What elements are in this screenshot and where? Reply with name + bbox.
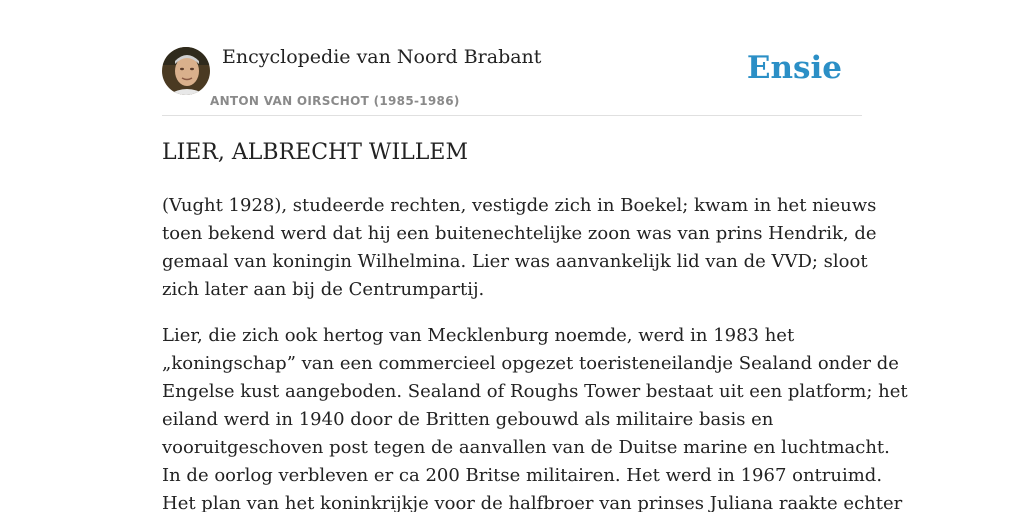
entry-body: [162, 192, 908, 512]
entry-title: LIER, ALBRECHT WILLEM: [162, 140, 468, 165]
text-line: toen bekend werd dat hij een buitenechtelijke zoon was van prins Hendrik, de: [162, 223, 877, 244]
text-line: In de oorlog verbleven er ca 200 Britse militairen. Het werd in 1967 ontruimd.: [162, 465, 883, 486]
text-line: zich later aan bij de Centrumpartij.: [162, 279, 485, 300]
text-line: (Vught 1928), studeerde rechten, vestigde zich in Boekel; kwam in het nieuws: [162, 195, 877, 216]
text-line: gemaal van koningin Wilhelmina. Lier was aanvankelijk lid van de VVD; sloot: [162, 251, 868, 272]
author-avatar: [162, 47, 210, 95]
text-line: vooruitgeschoven post tegen de aanvallen van de Duitse marine en luchtmacht.: [162, 437, 890, 458]
author-name: ANTON VAN OIRSCHOT (1985-1986): [210, 94, 460, 108]
text-line: eiland werd in 1940 door de Britten gebouwd als militaire basis en: [162, 409, 774, 430]
entry-paragraph: [162, 322, 908, 512]
ensie-logo-link[interactable]: Ensie: [746, 50, 842, 86]
header-divider: [162, 115, 862, 116]
entry-paragraph: [162, 192, 877, 304]
avatar-portrait-icon: [162, 47, 210, 95]
header: [162, 44, 862, 116]
text-line: Lier, die zich ook hertog van Mecklenburg noemde, werd in 1983 het: [162, 325, 795, 346]
encyclopedia-title-link[interactable]: Encyclopedie van Noord Brabant: [222, 46, 542, 68]
text-line: Het plan van het koninkrijkje voor de halfbroer van prinses Juliana raakte echter: [162, 493, 903, 512]
text-line: Engelse kust aangeboden. Sealand of Roughs Tower bestaat uit een platform; het: [162, 381, 908, 402]
text-line: „koningschap” van een commercieel opgezet toeristeneilandje Sealand onder de: [162, 353, 899, 374]
